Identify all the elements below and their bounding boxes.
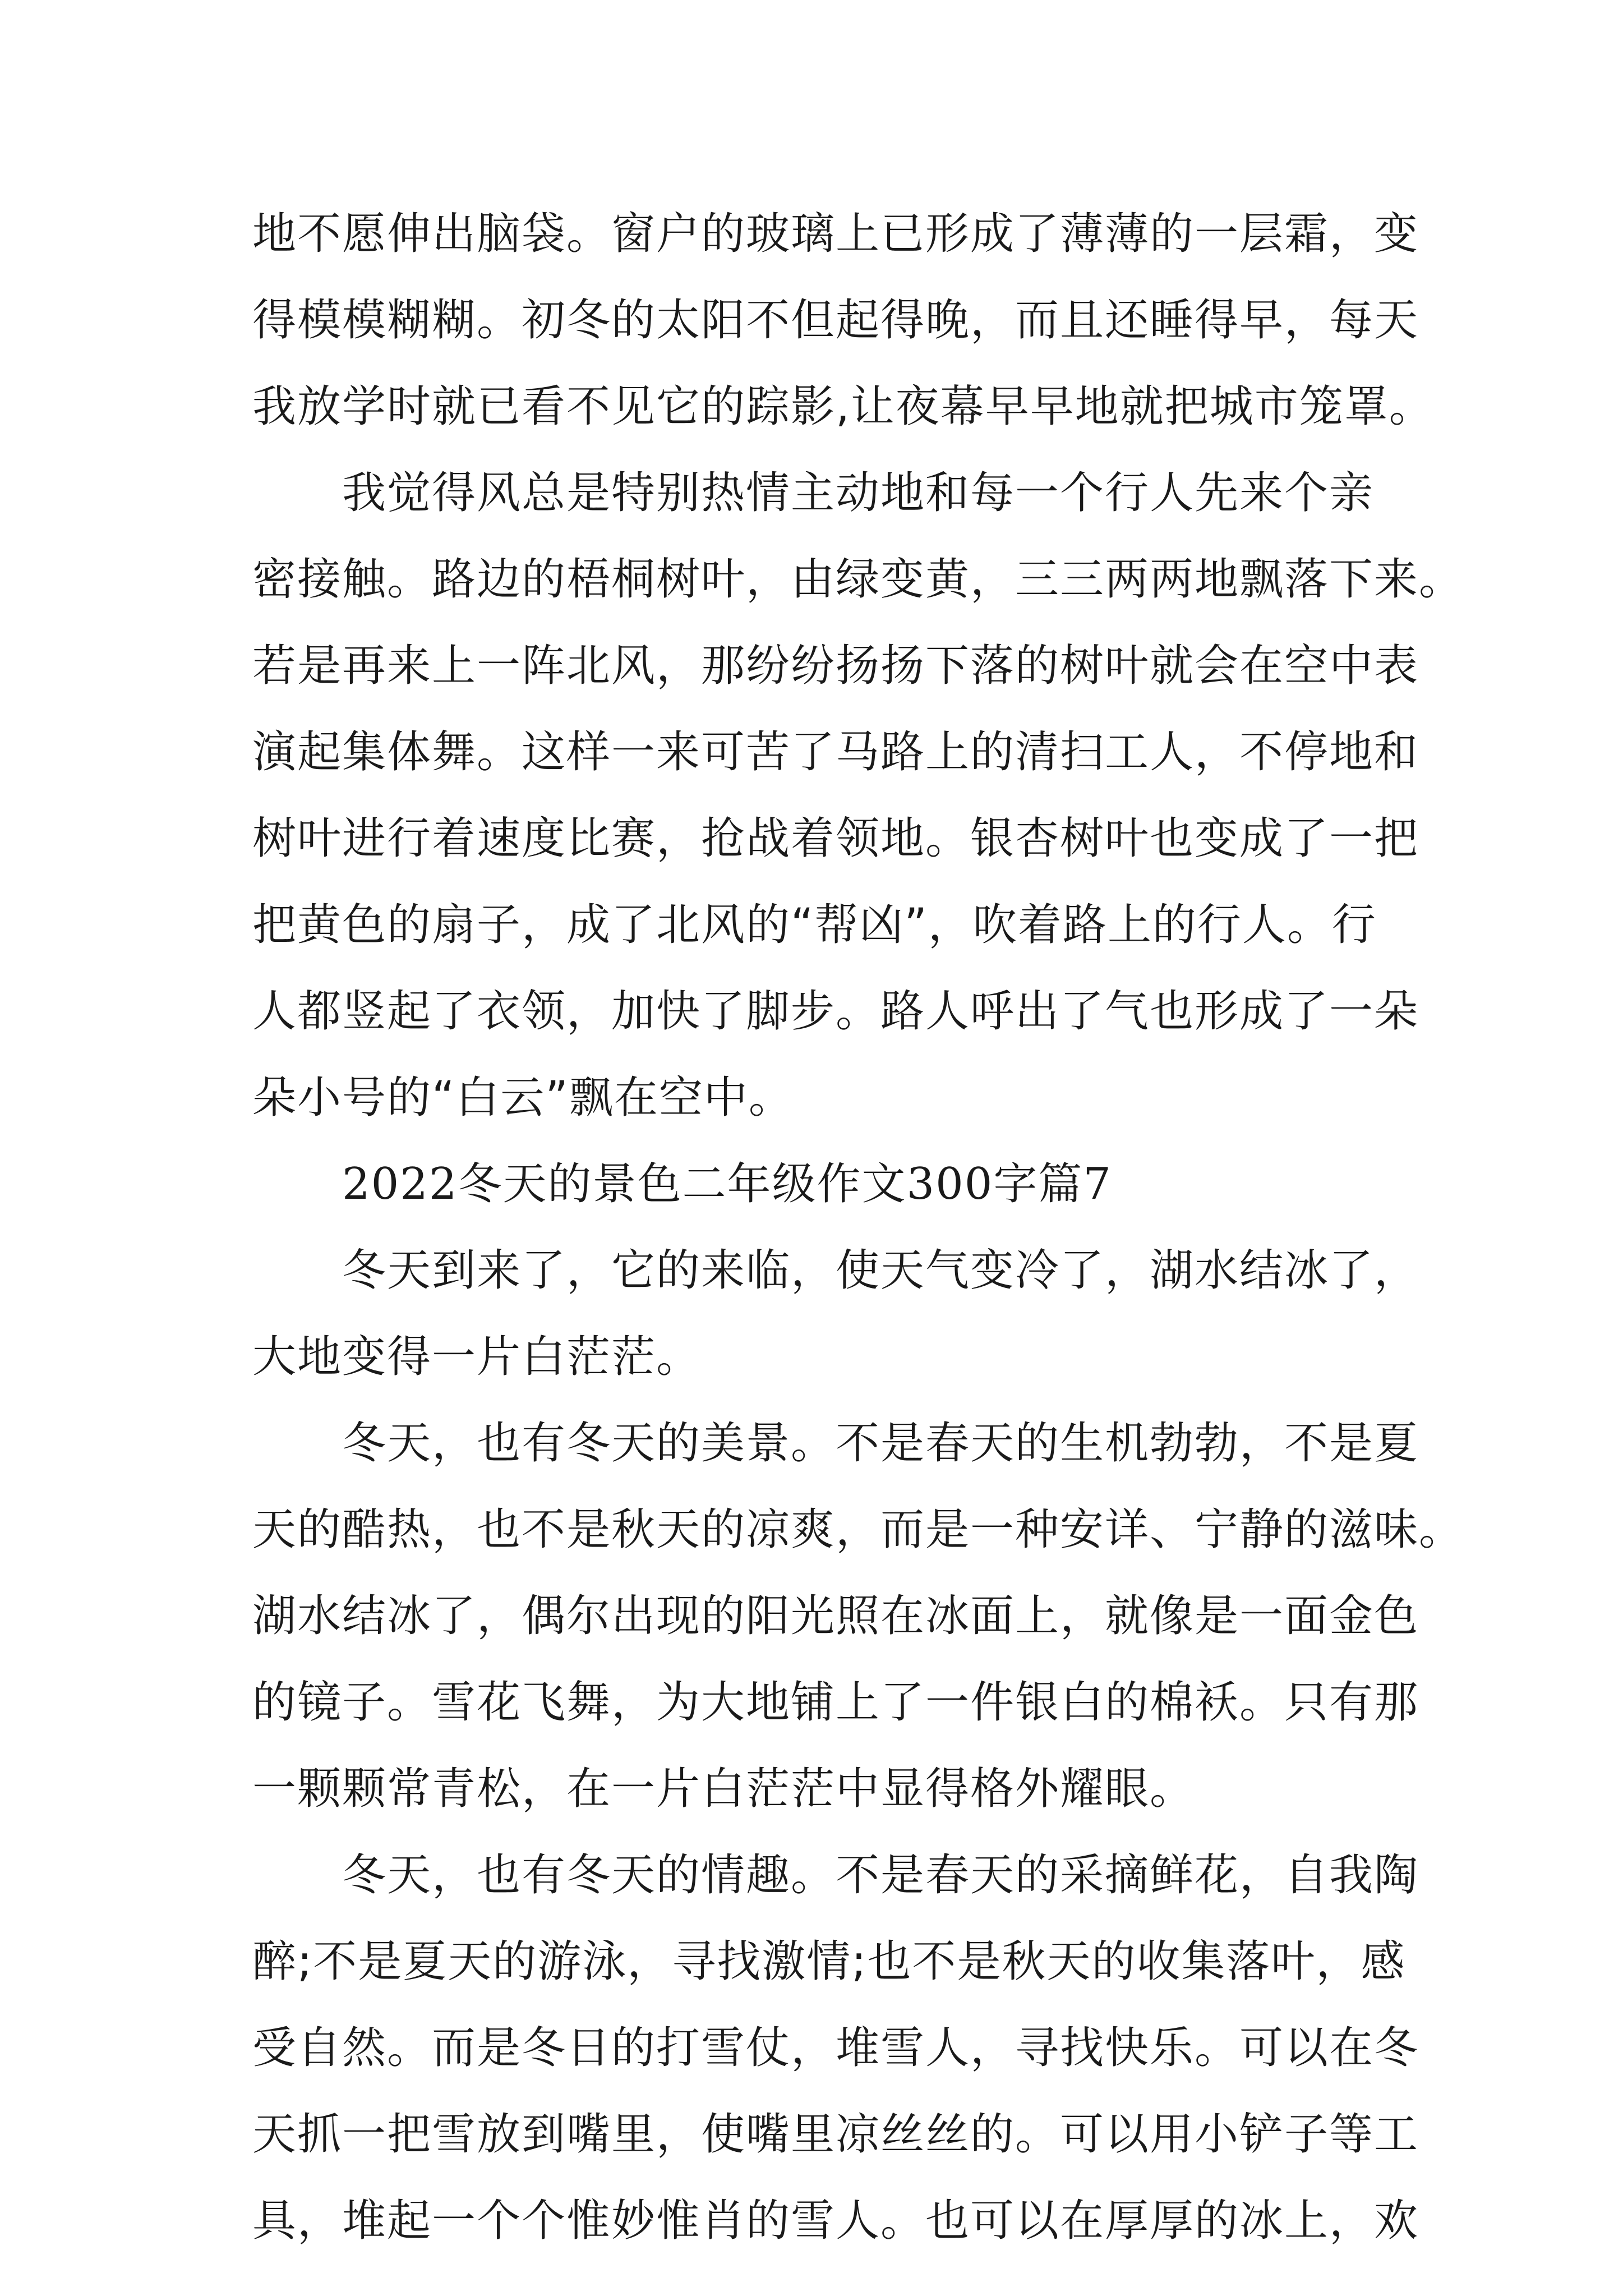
text-line: 湖水结冰了，偶尔出现的阳光照在冰面上，就像是一面金色	[252, 1591, 1419, 1641]
text-line: 具，堆起一个个惟妙惟肖的雪人。也可以在厚厚的冰上，欢	[252, 2196, 1419, 2246]
paragraph-1	[252, 191, 1434, 450]
text-line: 受自然。而是冬日的打雪仗，堆雪人，寻找快乐。可以在冬	[252, 2023, 1419, 2073]
text-line: 醉;不是夏天的游泳，寻找激情;也不是秋天的收集落叶，感	[252, 1936, 1406, 1987]
text-line: 我觉得风总是特别热情主动地和每一个行人先来个亲	[342, 468, 1375, 518]
text-line: 人都竖起了衣领，加快了脚步。路人呼出了气也形成了一朵	[252, 986, 1419, 1037]
text-line: 天抓一把雪放到嘴里，使嘴里凉丝丝的。可以用小铲子等工	[252, 2109, 1419, 2160]
text-line: 冬天到来了，它的来临，使天气变冷了，湖水结冰了，	[342, 1245, 1419, 1296]
text-line: 把黄色的扇子，成了北风的“帮凶”，吹着路上的行人。行	[252, 900, 1377, 950]
text-line: 一颗颗常青松，在一片白茫茫中显得格外耀眼。	[252, 1764, 1195, 1814]
text-line: 大地变得一片白茫茫。	[252, 1332, 702, 1382]
text-line: 地不愿伸出脑袋。窗户的玻璃上已形成了薄薄的一层霜，变	[252, 209, 1419, 259]
text-line: 的镜子。雪花飞舞，为大地铺上了一件银白的棉袄。只有那	[252, 1677, 1419, 1728]
document-body	[252, 191, 1464, 2264]
text-line: 冬天，也有冬天的情趣。不是春天的采摘鲜花，自我陶	[342, 1850, 1419, 1901]
text-line: 朵小号的“白云”飘在空中。	[252, 1073, 794, 1123]
text-line: 冬天，也有冬天的美景。不是春天的生机勃勃，不是夏	[342, 1418, 1419, 1469]
paragraph-2	[252, 450, 1464, 1141]
paragraph-4	[252, 1400, 1464, 1832]
text-line: 密接触。路边的梧桐树叶，由绿变黄，三三两两地飘落下来。	[252, 554, 1464, 605]
paragraph-3	[252, 1227, 1419, 1400]
paragraph-5	[252, 1832, 1419, 2264]
section-heading: 2022冬天的景色二年级作文300字篇7	[342, 1159, 1113, 1209]
text-line: 树叶进行着速度比赛，抢战着领地。银杏树叶也变成了一把	[252, 813, 1419, 864]
text-line: 若是再来上一阵北风，那纷纷扬扬下落的树叶就会在空中表	[252, 641, 1419, 691]
text-line: 天的酷热，也不是秋天的凉爽，而是一种安详、宁静的滋味。	[252, 1504, 1464, 1555]
text-line: 我放学时就已看不见它的踪影,让夜幕早早地就把城市笼罩。	[252, 381, 1434, 432]
text-line: 得模模糊糊。初冬的太阳不但起得晚，而且还睡得早，每天	[252, 295, 1419, 346]
text-line: 演起集体舞。这样一来可苦了马路上的清扫工人，不停地和	[252, 727, 1419, 777]
